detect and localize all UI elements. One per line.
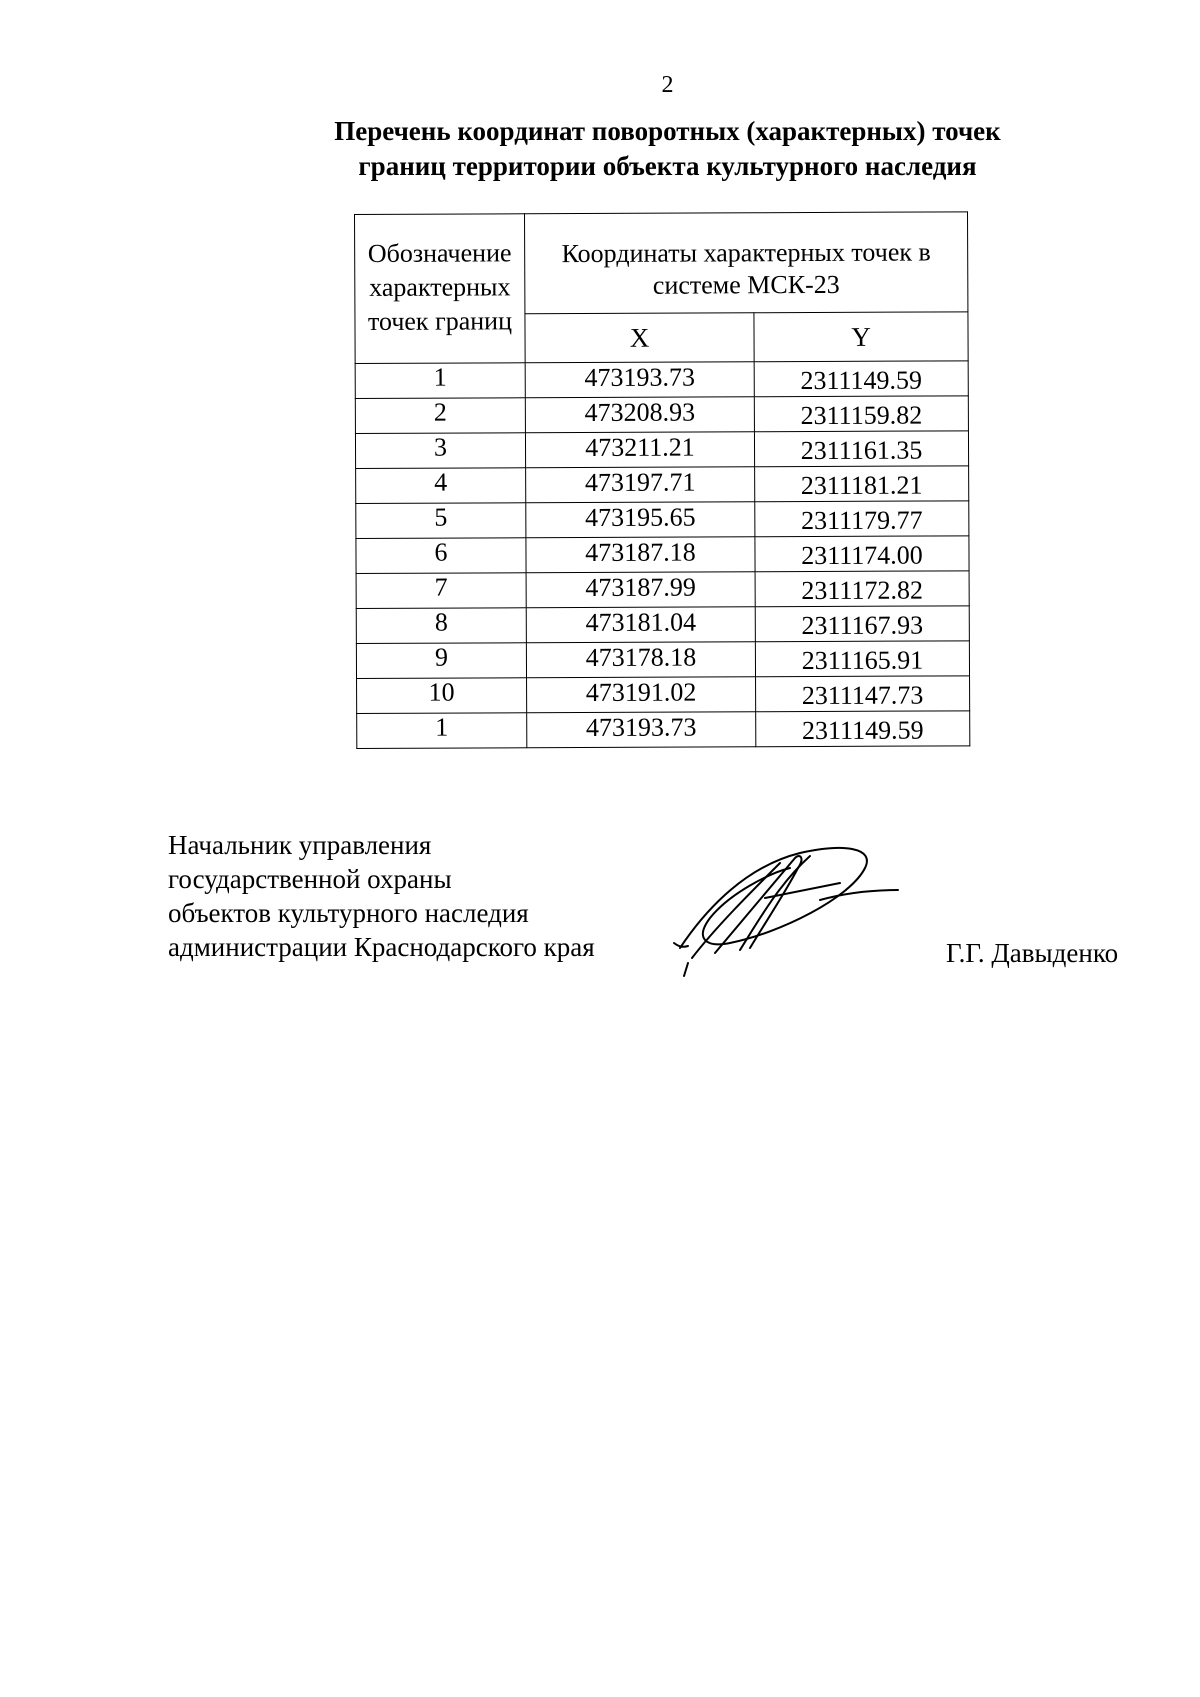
y-cell: 2311161.35: [754, 431, 968, 467]
x-cell: 473193.73: [527, 712, 756, 748]
point-cell: 2: [355, 398, 525, 434]
x-cell: 473197.71: [526, 467, 755, 503]
signer-line-1: Начальник управления: [168, 830, 432, 860]
coordinates-table: [354, 211, 970, 749]
x-cell: 473187.99: [526, 572, 755, 608]
y-cell: 2311179.77: [755, 501, 969, 537]
table-row: [355, 396, 968, 434]
y-cell: 2311181.21: [755, 466, 969, 502]
x-cell: 473211.21: [525, 432, 754, 468]
table-row: [356, 466, 969, 504]
point-cell: 8: [356, 608, 526, 644]
document-title: [200, 114, 1135, 184]
x-cell: 473187.18: [526, 537, 755, 573]
signer-line-4: администрации Краснодарского края: [168, 932, 595, 962]
header-coords-line-2: системе МСК-23: [652, 269, 840, 300]
point-cell: 1: [357, 713, 527, 749]
y-cell: 2311174.00: [755, 536, 969, 572]
title-line-1: Перечень координат поворотных (характерных) точек: [334, 116, 1001, 146]
x-cell: 473195.65: [526, 502, 755, 538]
header-points-line-3: точек границ: [367, 306, 513, 336]
header-points: [355, 214, 526, 364]
table-header-row: [355, 212, 968, 315]
y-cell: 2311165.91: [755, 641, 969, 677]
signer-position: [168, 828, 595, 964]
table-row: [355, 361, 968, 399]
table-row: [355, 431, 968, 469]
page-number: 2: [661, 72, 674, 98]
table-row: [356, 501, 969, 539]
signer-name: Г.Г. Давыденко: [946, 938, 1119, 968]
x-cell: 473178.18: [526, 642, 755, 678]
point-cell: 4: [356, 468, 526, 504]
title-line-2: границ территории объекта культурного наследия: [358, 151, 977, 181]
header-y: Y: [754, 312, 968, 362]
y-cell: 2311149.59: [754, 361, 968, 397]
table-row: [356, 571, 969, 609]
header-x: X: [525, 313, 754, 363]
point-cell: 3: [355, 433, 525, 469]
header-points-line-2: характерных: [369, 272, 511, 302]
point-cell: 6: [356, 538, 526, 574]
x-cell: 473181.04: [526, 607, 755, 643]
table-row: [356, 536, 969, 574]
header-points-line-1: Обозначение: [367, 238, 512, 268]
handwritten-signature: [670, 838, 900, 978]
table-row: [357, 711, 970, 749]
signer-line-2: государственной охраны: [168, 864, 452, 894]
point-cell: 7: [356, 573, 526, 609]
point-cell: 1: [355, 363, 525, 399]
point-cell: 9: [356, 643, 526, 679]
table-row: [356, 606, 969, 644]
table-row: [356, 641, 969, 679]
x-cell: 473193.73: [525, 362, 754, 398]
y-cell: 2311149.59: [756, 711, 970, 747]
point-cell: 10: [357, 678, 527, 714]
point-cell: 5: [356, 503, 526, 539]
y-cell: 2311159.82: [754, 396, 968, 432]
signer-line-3: объектов культурного наследия: [168, 898, 529, 928]
y-cell: 2311167.93: [755, 606, 969, 642]
header-coords-line-1: Координаты характерных точек в: [561, 237, 931, 269]
table-body: [355, 361, 970, 749]
table-row: [357, 676, 970, 714]
y-cell: 2311147.73: [756, 676, 970, 712]
x-cell: 473208.93: [525, 397, 754, 433]
header-coordinates: [525, 212, 968, 314]
y-cell: 2311172.82: [755, 571, 969, 607]
x-cell: 473191.02: [527, 677, 756, 713]
